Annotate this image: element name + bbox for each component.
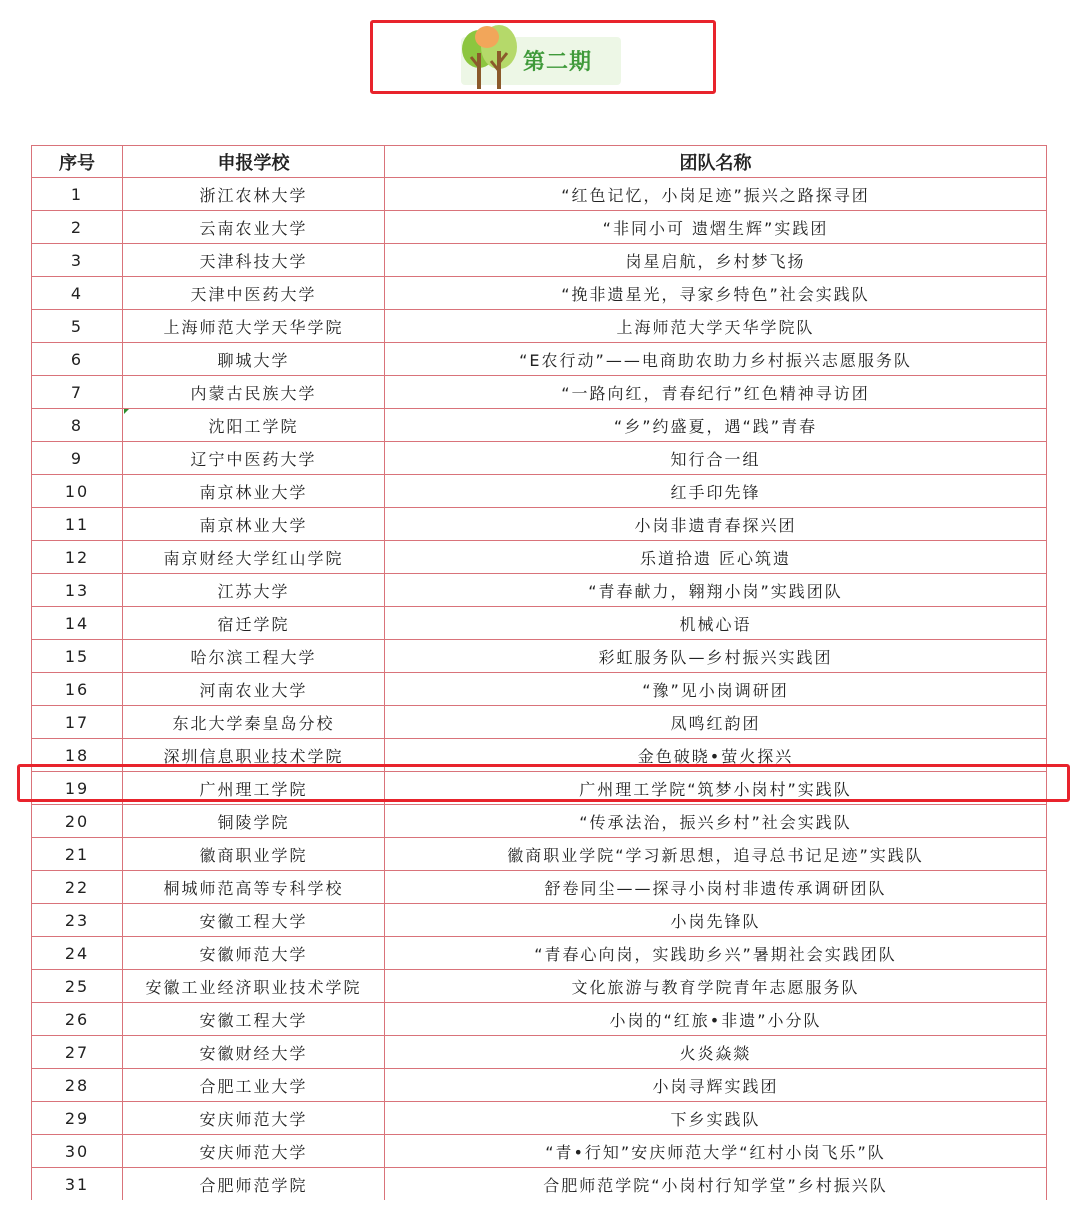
cell-number: 22 [32, 871, 123, 904]
table-row [32, 904, 1047, 937]
cell-school: 安徽工程大学 [123, 904, 385, 937]
table-row [32, 178, 1047, 211]
cell-team: “E农行动”——电商助农助力乡村振兴志愿服务队 [385, 343, 1047, 376]
table-row [32, 409, 1047, 442]
cell-number: 8 [32, 409, 123, 442]
cell-number: 16 [32, 673, 123, 706]
cell-number: 24 [32, 937, 123, 970]
table-row [32, 1102, 1047, 1135]
cell-number: 4 [32, 277, 123, 310]
title-highlight-box [370, 20, 716, 94]
table-row [32, 706, 1047, 739]
cell-team: 小岗非遗青春探兴团 [385, 508, 1047, 541]
cell-team: 上海师范大学天华学院队 [385, 310, 1047, 343]
cell-team: 合肥师范学院“小岗村行知学堂”乡村振兴队 [385, 1168, 1047, 1201]
cell-team: “豫”见小岗调研团 [385, 673, 1047, 706]
cell-school: 云南农业大学 [123, 211, 385, 244]
table-row [32, 442, 1047, 475]
cell-number: 21 [32, 838, 123, 871]
cell-team: 文化旅游与教育学院青年志愿服务队 [385, 970, 1047, 1003]
table-row [32, 838, 1047, 871]
table-row [32, 475, 1047, 508]
page-title: 第二期 [523, 50, 593, 75]
cell-team: 凤鸣红韵团 [385, 706, 1047, 739]
cell-team: 徽商职业学院“学习新思想，追寻总书记足迹”实践队 [385, 838, 1047, 871]
table-row [32, 673, 1047, 706]
cell-school: 桐城师范高等专科学校 [123, 871, 385, 904]
cell-school: 辽宁中医药大学 [123, 442, 385, 475]
row-19-highlight-box [17, 764, 1070, 802]
table-row [32, 343, 1047, 376]
table-row [32, 1003, 1047, 1036]
cell-number: 2 [32, 211, 123, 244]
cell-school: 宿迁学院 [123, 607, 385, 640]
cell-team: “挽非遗星光，寻家乡特色”社会实践队 [385, 277, 1047, 310]
cell-number: 1 [32, 178, 123, 211]
cell-number: 17 [32, 706, 123, 739]
table-row [32, 607, 1047, 640]
table-row [32, 376, 1047, 409]
column-header-number: 序号 [32, 146, 123, 178]
cell-school: 合肥师范学院 [123, 1168, 385, 1201]
cell-team: “非同小可 遗熠生辉”实践团 [385, 211, 1047, 244]
cell-number: 19 [32, 772, 123, 805]
cell-team: 彩虹服务队—乡村振兴实践团 [385, 640, 1047, 673]
cell-number: 5 [32, 310, 123, 343]
cell-number: 27 [32, 1036, 123, 1069]
cell-number: 9 [32, 442, 123, 475]
cell-number: 20 [32, 805, 123, 838]
cell-school: 南京财经大学红山学院 [123, 541, 385, 574]
cell-team: “乡”约盛夏，遇“践”青春 [385, 409, 1047, 442]
cell-number: 23 [32, 904, 123, 937]
cell-number: 15 [32, 640, 123, 673]
table-row [32, 1036, 1047, 1069]
cell-number: 26 [32, 1003, 123, 1036]
cell-school: 安徽工程大学 [123, 1003, 385, 1036]
cell-school: 天津中医药大学 [123, 277, 385, 310]
cell-school: 天津科技大学 [123, 244, 385, 277]
cell-number: 13 [32, 574, 123, 607]
cell-team: 下乡实践队 [385, 1102, 1047, 1135]
tree-icon [459, 23, 523, 91]
cell-team: 小岗寻辉实践团 [385, 1069, 1047, 1102]
column-header-school: 申报学校 [123, 146, 385, 178]
cell-school: 安庆师范大学 [123, 1102, 385, 1135]
cell-number: 11 [32, 508, 123, 541]
column-header-team: 团队名称 [385, 146, 1047, 178]
cell-team: “青春心向岗，实践助乡兴”暑期社会实践团队 [385, 937, 1047, 970]
cell-school: 沈阳工学院 [123, 409, 385, 442]
cell-team: 岗星启航，乡村梦飞扬 [385, 244, 1047, 277]
cell-school: 浙江农林大学 [123, 178, 385, 211]
table-row [32, 310, 1047, 343]
cell-school: 哈尔滨工程大学 [123, 640, 385, 673]
cell-school: 江苏大学 [123, 574, 385, 607]
cell-team: “传承法治，振兴乡村”社会实践队 [385, 805, 1047, 838]
table-row [32, 805, 1047, 838]
cell-school: 深圳信息职业技术学院 [123, 739, 385, 772]
cell-team: 红手印先锋 [385, 475, 1047, 508]
table-row [32, 871, 1047, 904]
cell-team: “红色记忆，小岗足迹”振兴之路探寻团 [385, 178, 1047, 211]
table-row [32, 1135, 1047, 1168]
cell-team: “青•行知”安庆师范大学“红村小岗飞乐”队 [385, 1135, 1047, 1168]
cell-number: 29 [32, 1102, 123, 1135]
cell-team: 乐道拾遗 匠心筑遗 [385, 541, 1047, 574]
table-row [32, 1168, 1047, 1201]
cell-number: 10 [32, 475, 123, 508]
cell-school: 铜陵学院 [123, 805, 385, 838]
cell-team: “青春献力，翱翔小岗”实践团队 [385, 574, 1047, 607]
cell-school: 内蒙古民族大学 [123, 376, 385, 409]
table-row [32, 640, 1047, 673]
cell-number: 31 [32, 1168, 123, 1201]
cell-number: 18 [32, 739, 123, 772]
table-row [32, 508, 1047, 541]
cell-team: 金色破晓•萤火探兴 [385, 739, 1047, 772]
cell-team: 火炎焱燚 [385, 1036, 1047, 1069]
cell-school: 广州理工学院 [123, 772, 385, 805]
cell-number: 7 [32, 376, 123, 409]
table-row [32, 970, 1047, 1003]
cell-number: 3 [32, 244, 123, 277]
cell-team: 小岗的“红旅•非遗”小分队 [385, 1003, 1047, 1036]
cell-school: 南京林业大学 [123, 508, 385, 541]
cell-school: 安庆师范大学 [123, 1135, 385, 1168]
cell-team: 机械心语 [385, 607, 1047, 640]
table-row [32, 937, 1047, 970]
table-header-row [32, 146, 1047, 178]
table-row [32, 244, 1047, 277]
cell-comment-marker [124, 409, 129, 414]
cell-school: 聊城大学 [123, 343, 385, 376]
cell-team: 广州理工学院“筑梦小岗村”实践队 [385, 772, 1047, 805]
cell-team: 舒卷同尘——探寻小岗村非遗传承调研团队 [385, 871, 1047, 904]
cell-school: 南京林业大学 [123, 475, 385, 508]
cell-school: 上海师范大学天华学院 [123, 310, 385, 343]
table-row [32, 574, 1047, 607]
page-bottom-edge [0, 1200, 1073, 1208]
table-row [32, 211, 1047, 244]
cell-number: 28 [32, 1069, 123, 1102]
cell-number: 6 [32, 343, 123, 376]
cell-number: 12 [32, 541, 123, 574]
cell-school: 安徽财经大学 [123, 1036, 385, 1069]
cell-number: 25 [32, 970, 123, 1003]
cell-school: 徽商职业学院 [123, 838, 385, 871]
cell-team: “一路向红，青春纪行”红色精神寻访团 [385, 376, 1047, 409]
table-row [32, 541, 1047, 574]
cell-school: 安徽师范大学 [123, 937, 385, 970]
cell-school: 河南农业大学 [123, 673, 385, 706]
cell-school: 东北大学秦皇岛分校 [123, 706, 385, 739]
team-roster-table [31, 145, 1047, 1201]
cell-team: 小岗先锋队 [385, 904, 1047, 937]
cell-number: 30 [32, 1135, 123, 1168]
table-row [32, 1069, 1047, 1102]
cell-number: 14 [32, 607, 123, 640]
table-row [32, 277, 1047, 310]
cell-school: 安徽工业经济职业技术学院 [123, 970, 385, 1003]
cell-school: 合肥工业大学 [123, 1069, 385, 1102]
cell-team: 知行合一组 [385, 442, 1047, 475]
